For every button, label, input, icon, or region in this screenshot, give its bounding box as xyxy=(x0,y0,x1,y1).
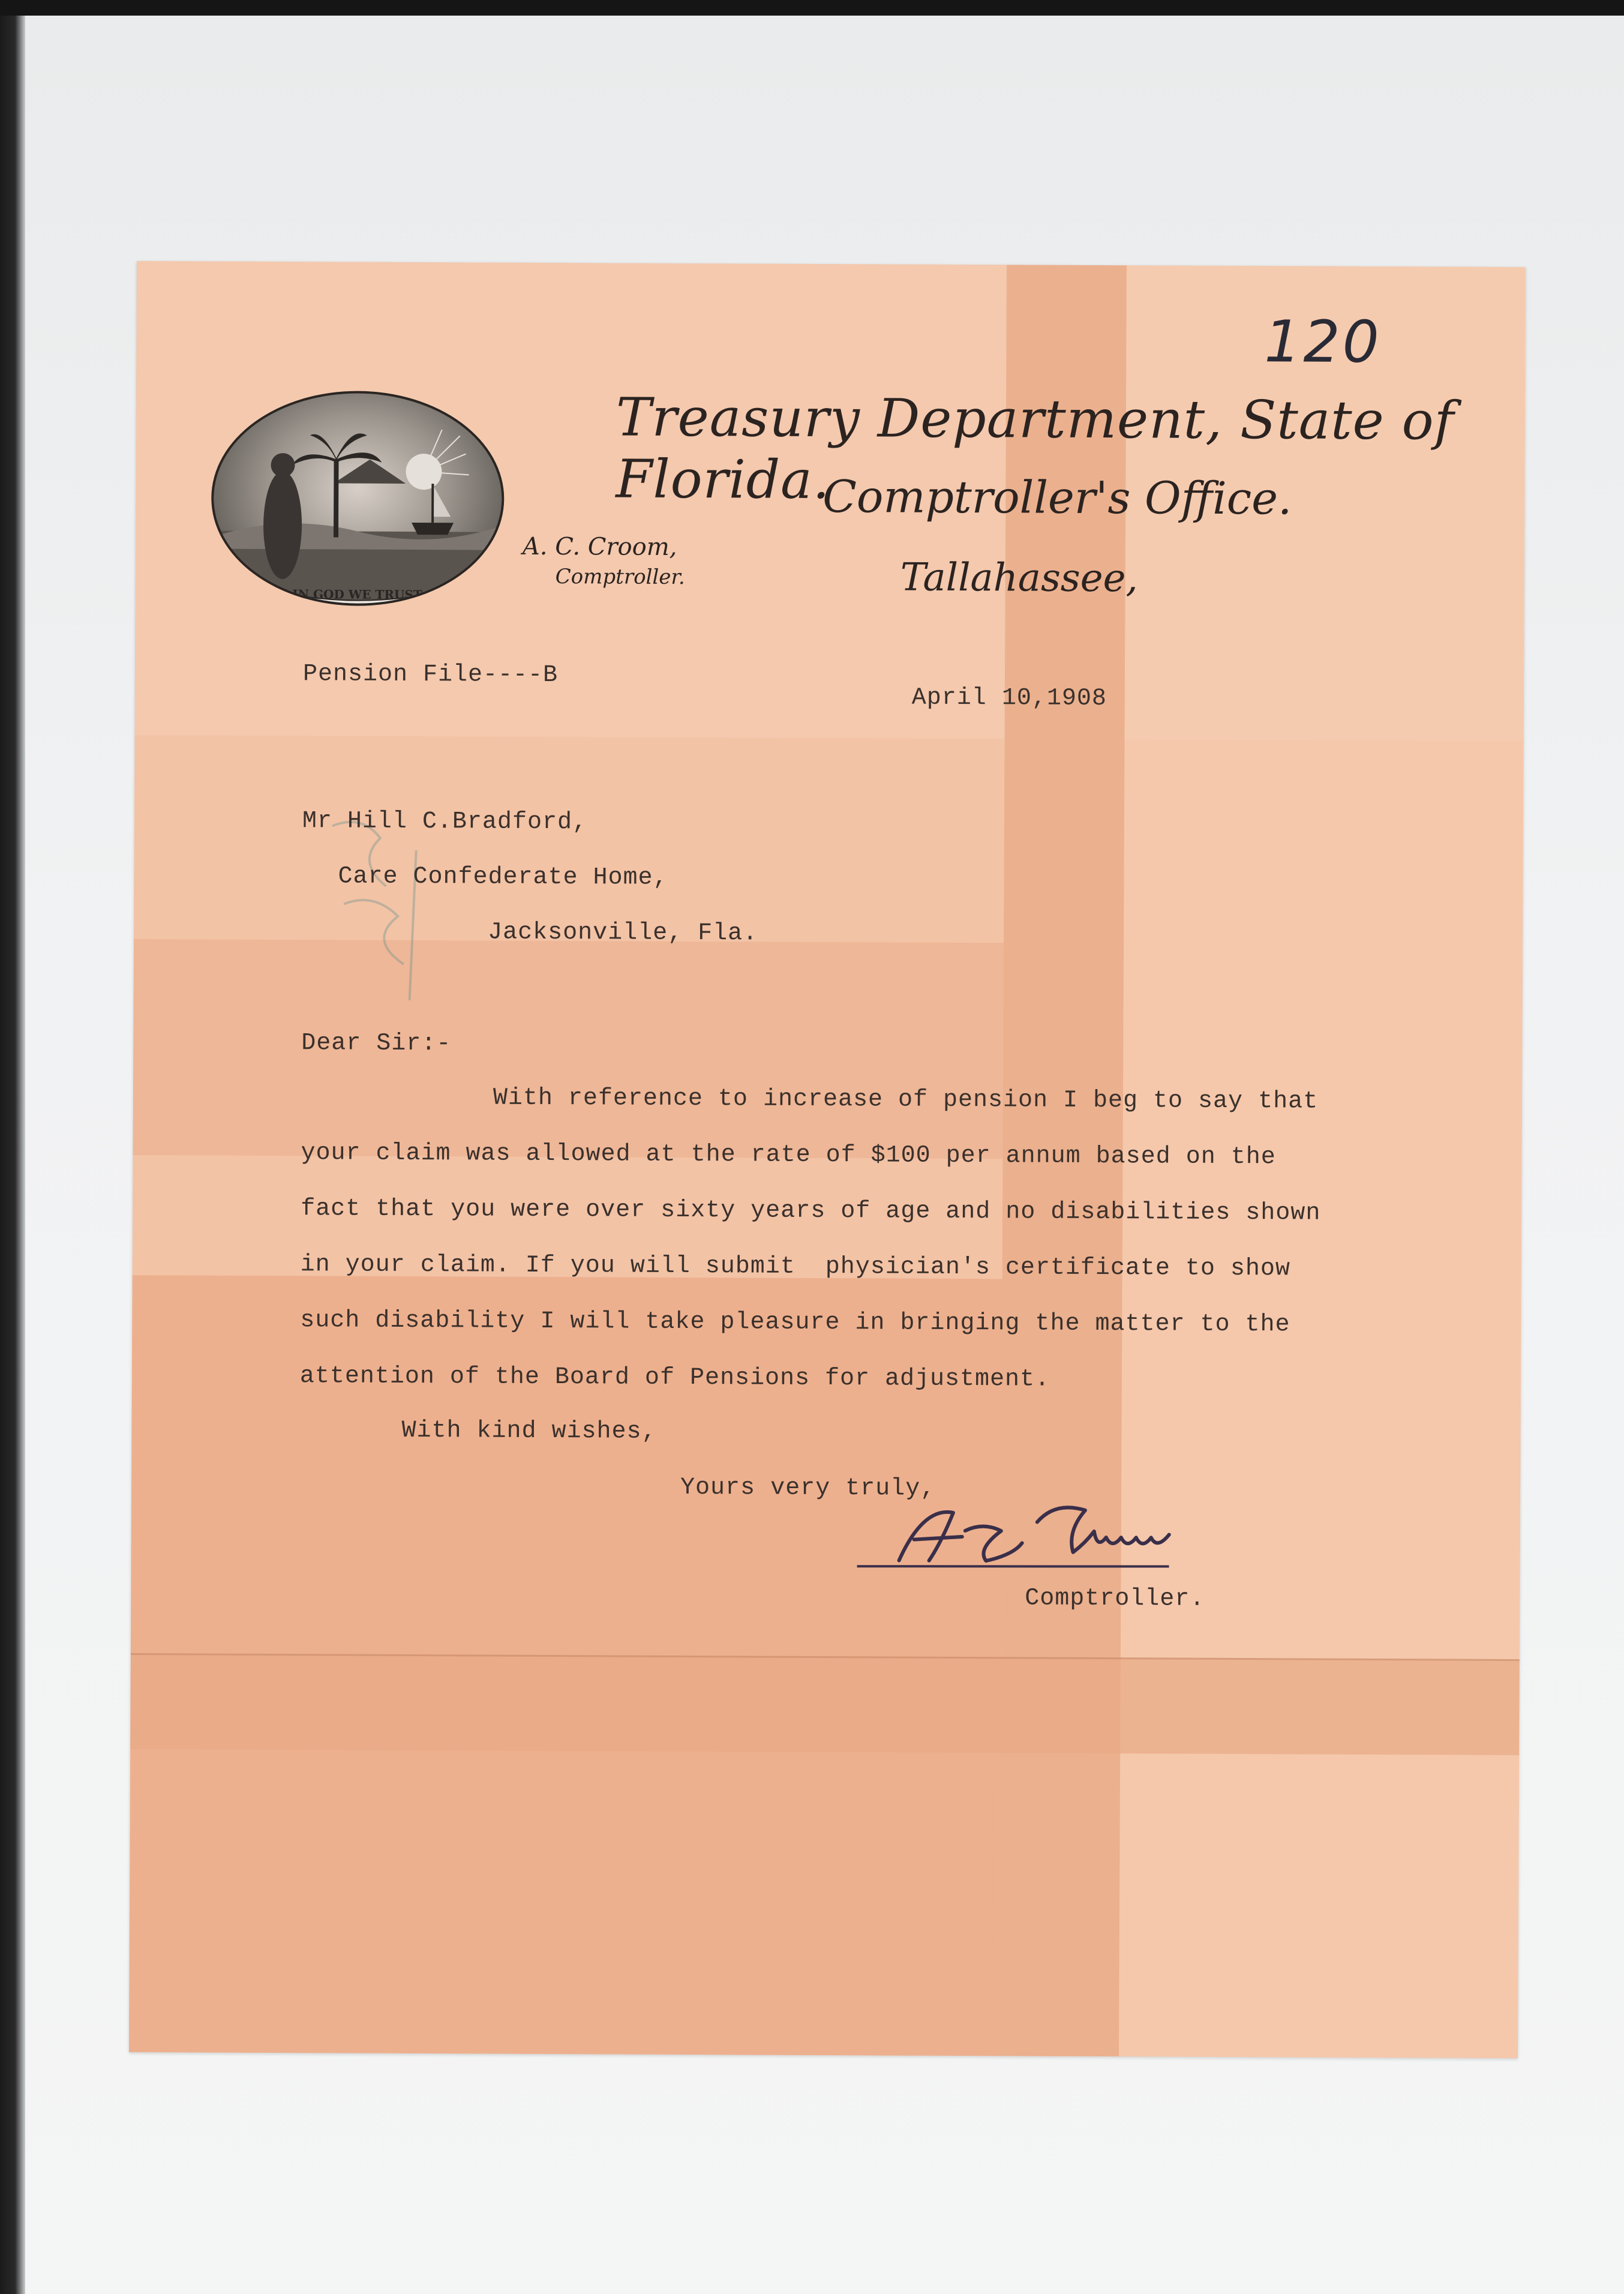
handwritten-signature xyxy=(857,1494,1277,1574)
scan-border-top xyxy=(0,0,1624,16)
recipient-name: Mr Hill C.Bradford, xyxy=(302,808,588,836)
letterhead-office: Comptroller's Office. xyxy=(822,470,1292,525)
paper-tone-band xyxy=(130,1653,1520,1755)
body-line: in your claim. If you will submit physician's certificate to show xyxy=(300,1251,1291,1283)
file-reference: Pension File----B xyxy=(302,661,559,689)
letter-date: April 10,1908 xyxy=(911,684,1107,713)
letterhead-city: Tallahassee, xyxy=(900,555,1138,601)
body-line: fact that you were over sixty years of age and no disabilities shown xyxy=(301,1195,1321,1227)
closing-wishes: With kind wishes, xyxy=(401,1417,657,1446)
pencil-annotation xyxy=(308,814,464,1012)
salutation: Dear Sir:- xyxy=(301,1030,452,1058)
paper-tone-band xyxy=(133,939,1004,1159)
letterhead-officer-title: Comptroller. xyxy=(555,565,685,589)
letter-sheet xyxy=(129,261,1526,2058)
folio-number: 120 xyxy=(1264,308,1382,376)
recipient-address-line: Care Confederate Home, xyxy=(338,863,668,892)
letterhead-officer-name: A. C. Croom, xyxy=(522,532,677,561)
body-line: With reference to increase of pension I beg to say that xyxy=(493,1084,1319,1115)
florida-state-seal xyxy=(211,391,505,607)
body-line: your claim was allowed at the rate of $100 per annum based on the xyxy=(301,1139,1276,1171)
closing: Yours very truly, xyxy=(680,1474,936,1503)
seal-motto: IN GOD WE TRUST xyxy=(292,587,422,602)
scan-border-left xyxy=(0,0,25,2294)
body-line: such disability I will take pleasure in bringing the matter to the xyxy=(300,1307,1290,1339)
signer-title: Comptroller. xyxy=(1025,1585,1205,1613)
letterhead-department: Treasury Department, State of Florida. xyxy=(616,386,1455,511)
recipient-city: Jacksonville, Fla. xyxy=(488,919,758,947)
body-line: attention of the Board of Pensions for adjustment. xyxy=(299,1363,1050,1393)
